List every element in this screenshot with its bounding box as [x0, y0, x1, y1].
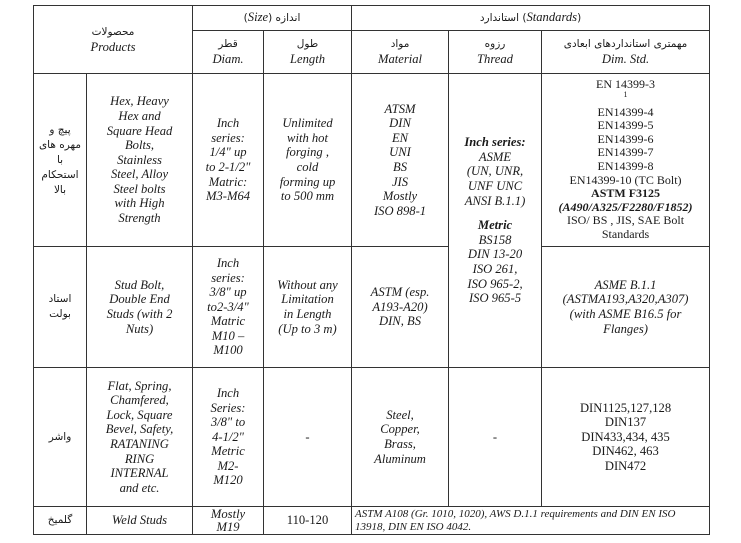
row-name-fa: پیچ و مهره های با استحکام بالا	[34, 74, 87, 247]
thread-inch-title: Inch series:	[464, 135, 526, 150]
row-diam: Mostly M19	[193, 507, 264, 535]
row-product: Weld Studs	[87, 507, 193, 535]
header-length-en: Length	[290, 52, 325, 67]
header-products-fa: محصولات	[91, 25, 135, 38]
header-standards-close: )	[577, 12, 582, 25]
header-diam	[193, 31, 264, 74]
header-size-en: Size	[247, 10, 269, 25]
row-thread: -	[449, 368, 542, 507]
row-material: ATSM DIN EN UNI BS JIS Mostly ISO 898-1	[352, 74, 449, 247]
header-thread-en: Thread	[477, 52, 513, 67]
row-diam: Inch series: 3/8" up to2-3/4" Matric M10 – M100	[193, 247, 264, 368]
header-products-en: Products	[90, 39, 136, 54]
header-diam-fa: قطر	[218, 38, 238, 51]
row-dimstd: EN 14399-3 $^1$ EN14399-4 EN14399-5 EN14399-6 EN14399-7 EN14399-8 EN14399-10 (TC Bolt) ASTM F3125 (A490/A325/F2280/F1852) ISO/ BS , JIS, SAE Bolt Standards	[542, 74, 710, 247]
row-product: Hex, Heavy Hex and Square Head Bolts, Stainless Steel, Alloy Steel bolts with High Strength	[87, 74, 193, 247]
header-material-en: Material	[377, 52, 423, 67]
header-length-fa: طول	[296, 38, 319, 51]
header-thread	[449, 31, 542, 74]
row-name-fa: استاد بولت	[34, 247, 87, 368]
thread-metric-title: Metric	[477, 218, 513, 233]
row-dimstd: ASME B.1.1 (ASTMA193,A320,A307) (with ASME B16.5 for Flanges)	[542, 247, 710, 368]
header-dimstd-fa: مهمتری استانداردهای ابعادی	[563, 38, 688, 51]
table-row	[34, 247, 710, 368]
table-row	[34, 507, 710, 535]
header-dimstd-en: Dim. Std.	[601, 52, 650, 67]
table-row	[34, 74, 710, 247]
row-length: Without any Limitation in Length (Up to 3 m)	[264, 247, 352, 368]
header-standards-en: Standards	[526, 10, 578, 25]
header-products	[34, 6, 193, 74]
thread-group: Inch series: ASME (UN, UNR, UNF UNC ANSI B.1.1) Metric BS158 DIN 13-20 ISO 261, ISO 965-2, ISO 965-5	[449, 74, 542, 368]
row-dimstd: DIN1125,127,128 DIN137 DIN433,434, 435 DIN462, 463 DIN472	[542, 368, 710, 507]
header-standards	[352, 6, 710, 31]
row-name-fa: گلمیخ	[34, 507, 87, 535]
row-diam: Inch Series: 3/8" to 4-1/2" Metric M2- M120	[193, 368, 264, 507]
row-length: -	[264, 368, 352, 507]
standards-table	[33, 5, 710, 535]
header-thread-fa: رزوه	[484, 38, 506, 51]
row-length: 110-120	[264, 507, 352, 535]
row-product: Flat, Spring, Chamfered, Lock, Square Bevel, Safety, RATANING RING INTERNAL and etc.	[87, 368, 193, 507]
row-standards-note: ASTM A108 (Gr. 1010, 1020), AWS D.1.1 requirements and DIN EN ISO 13918, DIN EN ISO 4042.	[352, 507, 710, 535]
header-standards-fa: استاندارد (	[479, 12, 527, 25]
header-size	[193, 6, 352, 31]
row-length: Unlimited with hot forging , cold forming up to 500 mm	[264, 74, 352, 247]
header-diam-en: Diam.	[212, 52, 244, 67]
table-row	[34, 368, 710, 507]
header-length	[264, 31, 352, 74]
row-diam: Inch series: 1/4" up to 2-1/2" Matric: M3-M64	[193, 74, 264, 247]
row-material: Steel, Copper, Brass, Aluminum	[352, 368, 449, 507]
header-size-fa: ) اندازه	[268, 12, 301, 25]
header-dimstd	[542, 31, 710, 74]
row-product: Stud Bolt, Double End Studs (with 2 Nuts)	[87, 247, 193, 368]
header-material	[352, 31, 449, 74]
header-size-open: (	[243, 12, 248, 25]
row-name-fa: واشر	[34, 368, 87, 507]
header-material-fa: مواد	[390, 38, 410, 51]
row-material: ASTM (esp. A193-A20) DIN, BS	[352, 247, 449, 368]
